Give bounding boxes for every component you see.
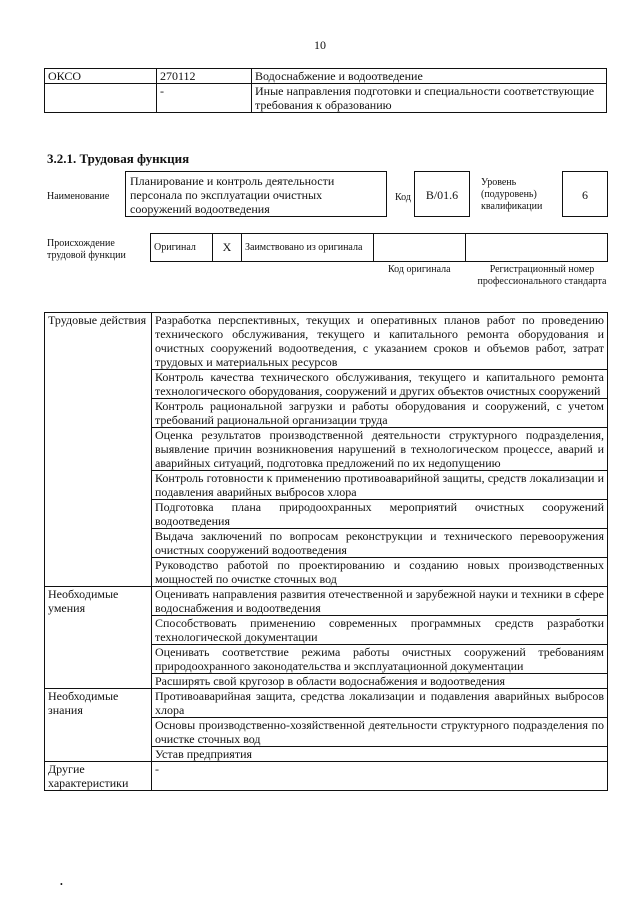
group-item: Противоаварийная защита, средства локализации и подавления аварийных выбросов хлора	[152, 689, 608, 718]
code-original-cell	[374, 234, 466, 262]
group-item: -	[152, 762, 608, 791]
origin-table	[150, 233, 608, 262]
group-header: Другие характеристики	[45, 762, 152, 791]
name-label: Наименование	[47, 191, 110, 202]
group-item: Основы производственно-хозяйственной деятельности структурного подразделения по очистке сточных вод	[152, 718, 608, 747]
okso-cell	[45, 84, 157, 113]
table-row	[151, 234, 608, 262]
okso-name-cell: Водоснабжение и водоотведение	[252, 69, 607, 84]
qualification-level: 6	[562, 171, 608, 217]
group-item: Оценка результатов производственной деятельности структурного подразделения, выявление причин возникновения нарушений в технологическом процессе, аварий и аварийных ситуаций, подготовка предложений по их недопущению	[152, 428, 608, 471]
function-code: В/01.6	[414, 171, 470, 217]
group-header: Трудовые действия	[45, 313, 152, 587]
section-title: 3.2.1. Трудовая функция	[47, 151, 190, 166]
okso-code-cell: 270112	[157, 69, 252, 84]
labor-function-body	[45, 313, 608, 791]
group-item: Контроль рациональной загрузки и работы оборудования и сооружений, с учетом требований рациональной организации труда	[152, 399, 608, 428]
group-item: Оценивать соответствие режима работы очистных сооружений требованиям природоохранного законодательства и эксплуатационной документации	[152, 645, 608, 674]
page-number: 10	[314, 38, 326, 52]
code-original-label: Код оригинала	[388, 264, 451, 275]
group-item: Расширять свой кругозор в области водоснабжения и водоотведения	[152, 674, 608, 689]
group-item: Разработка перспективных, текущих и оперативных планов работ по проведению технического обслуживания, текущего и капитального ремонта оборудования и очистных сооружений водоотведения, с указанием сроков и объемов работ, затрат трудовых и материальных ресурсов	[152, 313, 608, 370]
group-header: Необходимые умения	[45, 587, 152, 689]
table-row	[45, 69, 607, 84]
scan-mark: •	[60, 880, 63, 889]
table-row	[45, 587, 608, 616]
original-mark: X	[213, 234, 242, 262]
origin-label: Происхождение трудовой функции	[47, 238, 126, 261]
group-item: Подготовка плана природоохранных мероприятий очистных сооружений водоотведения	[152, 500, 608, 529]
table-row	[45, 689, 608, 718]
group-item: Способствовать применению современных программных средств разработки технологической документации	[152, 616, 608, 645]
table-row	[45, 313, 608, 370]
group-item: Оценивать направления развития отечественной и зарубежной науки и техники в сфере водоснабжения и водоотведения	[152, 587, 608, 616]
level-label: Уровень (подуровень) квалификации	[481, 177, 543, 212]
okso-name-cell: Иные направления подготовки и специальности соответствующие требования к образованию	[252, 84, 607, 113]
borrowed-cell: Заимствовано из оригинала	[242, 234, 374, 262]
table-row	[45, 84, 607, 113]
reg-number-cell	[466, 234, 608, 262]
table-row	[45, 762, 608, 791]
group-item: Контроль качества технического обслуживания, текущего и капитального ремонта технологического оборудования, сооружений и других объектов очистных сооружений	[152, 370, 608, 399]
okso-code-cell: -	[157, 84, 252, 113]
original-cell: Оригинал	[151, 234, 213, 262]
group-item: Руководство работой по проектированию и созданию новых производственных мощностей по очистке сточных вод	[152, 558, 608, 587]
group-header: Необходимые знания	[45, 689, 152, 762]
reg-number-label: Регистрационный номер профессионального стандарта	[477, 264, 607, 287]
group-item: Устав предприятия	[152, 747, 608, 762]
group-item: Выдача заключений по вопросам реконструкции и технического перевооружения очистных сооружений водоотведения	[152, 529, 608, 558]
okso-cell: ОКСО	[45, 69, 157, 84]
group-item: Контроль готовности к применению противоаварийной защиты, средств локализации и подавления аварийных выбросов хлора	[152, 471, 608, 500]
function-name: Планирование и контроль деятельности персонала по эксплуатации очистных сооружений водоотведения	[125, 171, 387, 217]
labor-function-table	[44, 312, 608, 791]
code-label: Код	[395, 192, 411, 203]
okso-table	[44, 68, 607, 113]
